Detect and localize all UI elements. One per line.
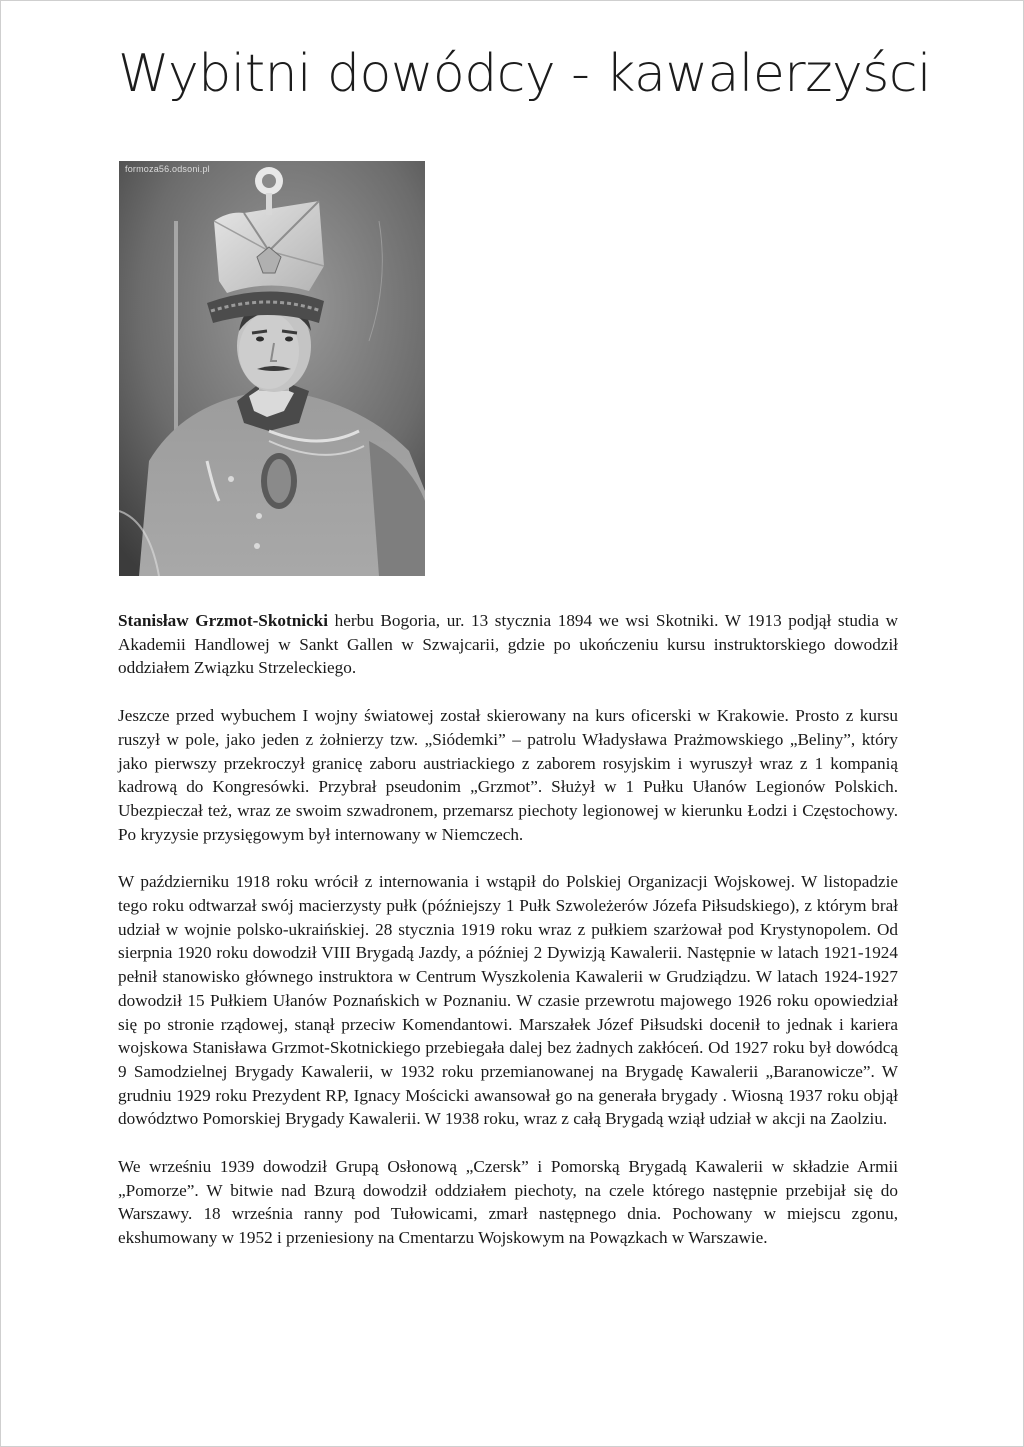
paragraph-intro <box>118 609 898 680</box>
portrait-photo <box>119 161 425 576</box>
paragraph-1939: We wrześniu 1939 dowodził Grupą Osłonową „Czersk” i Pomorską Brygadą Kawalerii w składzie Armii „Pomorze”. W bitwie nad Bzurą dowodził oddziałem piechoty, na czele którego następnie przebijał się do Warszawy. 18 września ranny pod Tułowicami, zmarł następnego dnia. Pochowany w miejscu zgonu, ekshumowany w 1952 i przeniesiony na Cmentarzu Wojskowym na Powązkach w Warszawie. <box>118 1157 898 1248</box>
portrait-illustration <box>119 161 425 576</box>
paragraph-ww1: Jeszcze przed wybuchem I wojny światowej został skierowany na kurs oficerski w Krakowie. Prosto z kursu ruszył w pole, jako jeden z żołnierzy tzw. „Siódemki” – patrolu Władysława Prażmowskiego „Beliny”, który jako pierwszy przekroczył granicę zaboru austriackiego z zaborem rosyjskim i wyruszył wraz z 1 kompanią kadrową do Kongresówki. Przybrał pseudonim „Grzmot”. Służył w 1 Pułku Ułanów Legionów Polskich. Ubezpieczał też, wraz ze swoim szwadronem, przemarsz piechoty legionowej w kierunku Łodzi i Częstochowy. Po kryzysie przysięgowym był internowany w Niemczech. <box>118 706 898 844</box>
paragraph-interwar: W październiku 1918 roku wrócił z internowania i wstąpił do Polskiej Organizacji Wojskowej. W listopadzie tego roku odtwarzał swój macierzysty pułk (późniejszy 1 Pułk Szwoleżerów Józefa Piłsudskiego), z którym brał udział w wojnie polsko-ukraińskiej. 28 stycznia 1919 roku wraz z pułkiem szarżował pod Krystynopolem. Od sierpnia 1920 roku dowodził VIII Brygadą Jazdy, a później 2 Dywizją Kawalerii. Następnie w latach 1921-1924 pełnił stanowisko głównego instruktora w Centrum Wyszkolenia Kawalerii w Grudziądzu. W latach 1924-1927 dowodził 15 Pułkiem Ułanów Poznańskich w Poznaniu. W czasie przewrotu majowego 1926 roku opowiedział się po stronie rządowej, stanął przeciw Komendantowi. Marszałek Józef Piłsudski docenił to jednak i kariera wojskowa Stanisława Grzmot-Skotnickiego przebiegała dalej bez żadnych zakłóceń. Od 1927 roku był dowódcą 9 Samodzielnej Brygady Kawalerii, w 1932 roku przemianowanej na Brygadę Kawalerii „Baranowicze”. W grudniu 1929 roku Prezydent RP, Ignacy Mościcki awansował go na generała brygady . Wiosną 1937 roku objął dowództwo Pomorskiej Brygady Kawalerii. W 1938 roku, wraz z całą Brygadą wziął udział w akcji na Zaolziu. <box>118 872 898 1129</box>
page-title: Wybitni dowódcy - kawalerzyści <box>118 44 931 104</box>
paragraph-intro-text: herbu Bogoria, ur. 13 stycznia 1894 we wsi Skotniki. W 1913 podjął studia w Akademii Handlowej w Sankt Gallen w Szwajcarii, gdzie po ukończeniu kursu instruktorskiego dowodził oddziałem Związku Strzeleckiego. <box>118 611 898 678</box>
person-name: Stanisław Grzmot-Skotnicki <box>118 611 329 630</box>
photo-watermark: formoza56.odsoni.pl <box>125 164 210 174</box>
biography-text <box>118 609 898 1274</box>
